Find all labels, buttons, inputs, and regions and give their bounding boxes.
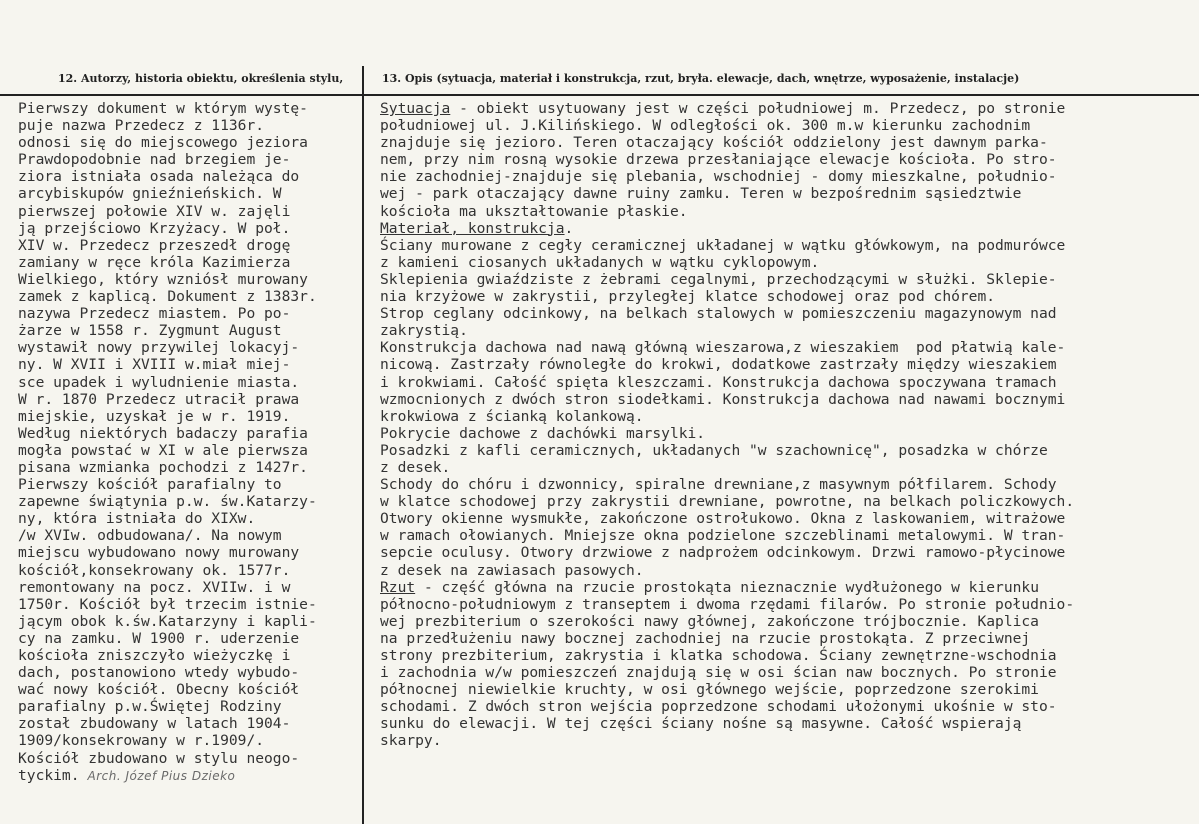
history-text-line: ziora istniała osada należąca do [18, 168, 300, 186]
description-text-line [380, 476, 1195, 493]
description-text-line [380, 356, 1195, 373]
description-text-line [380, 596, 1195, 613]
history-text-line: W r. 1870 Przedecz utracił prawa [18, 390, 300, 408]
history-text-line: Kościół zbudowano w stylu neogo- [18, 749, 300, 767]
line-text: krokwiowa z ścianką kolankową. [380, 407, 644, 425]
line-text: nem, przy nim rosną wysokie drzewa przesłaniające elewacje kościoła. Po stro- [380, 151, 1057, 169]
history-text-line: wać nowy kościół. Obecny kościół [18, 681, 300, 699]
description-text-line [380, 254, 1195, 271]
section-heading: Rzut [380, 578, 416, 596]
section-13-header: 13. Opis (sytuacja, materiał i konstrukcja, rzut, bryła. elewacje, dach, wnętrze, wyposażenie, instalacje) [382, 72, 1020, 85]
description-text-line [380, 698, 1195, 715]
line-text: Otwory okienne wysmukłe, zakończone ostrołukowo. Okna z laskowaniem, witrażowe [380, 510, 1066, 528]
history-text-line: Wielkiego, który wzniósł murowany [18, 270, 308, 288]
line-text: sepcie oculusy. Otwory drzwiowe z nadprożem odcinkowym. Drzwi ramowo-płycinowe [380, 544, 1066, 562]
line-text: Ściany murowane z cegły ceramicznej układanej w wątku główkowym, na podmurówce [380, 236, 1066, 254]
history-text-line: cy na zamku. W 1900 r. uderzenie [18, 629, 300, 647]
line-text: skarpy. [380, 732, 442, 750]
line-text: południowej ul. J.Kilińskiego. W odległości ok. 300 m.w kierunku zachodnim [380, 117, 1031, 135]
history-text-line: miejscu wybudowano nowy murowany [18, 544, 300, 562]
history-text-line: odnosi się do miejscowego jeziora [18, 134, 308, 152]
description-text-line [380, 732, 1195, 749]
description-text-line [380, 664, 1195, 681]
line-text: północno-południowym z transeptem i dwoma rzędami filarów. Po stronie południo- [380, 595, 1075, 613]
line-text: Schody do chóru i dzwonnicy, spiralne drewniane,z masywnym półfilarem. Schody [380, 476, 1057, 494]
history-text-line: 1750r. Kościół był trzecim istnie- [18, 595, 317, 613]
description-text-line [380, 288, 1195, 305]
history-text-line: żarze w 1558 r. Zygmunt August [18, 322, 282, 340]
history-text-line: zamek z kaplicą. Dokument z 1383r. [18, 288, 317, 306]
line-text: - część główna na rzucie prostokąta nieznacznie wydłużonego w kierunku [415, 578, 1039, 596]
line-text: nia krzyżowe w zakrystii, przyległej klatce schodowej oraz pod chórem. [380, 288, 996, 306]
history-text-line: /w XVIw. odbudowana/. Na nowym [18, 527, 282, 545]
line-text: w ramach ołowianych. Mniejsze okna podzielone szczeblinami metalowymi. W tran- [380, 527, 1066, 545]
history-text-line: wystawił nowy przywilej lokacyj- [18, 339, 300, 357]
line-text: . [564, 219, 574, 237]
history-text-line: Pierwszy dokument w którym wystę- [18, 100, 308, 117]
description-text-line [380, 305, 1195, 322]
description-text-line [380, 544, 1195, 561]
history-text-column [18, 100, 358, 784]
history-text-line: kościół,konsekrowany ok. 1577r. [18, 561, 291, 579]
description-text-line [380, 647, 1195, 664]
line-text: sunku do elewacji. W tej części ściany nośne są masywne. Całość wspierają [380, 715, 1022, 733]
description-text-line [380, 579, 1195, 596]
history-text-line: remontowany na pocz. XVIIw. i w [18, 578, 291, 596]
line-text: nie zachodniej-znajduje się plebania, wschodniej - domy mieszkalne, południo- [380, 168, 1057, 186]
line-text: wzmocnionych z dwóch stron siodełkami. Konstrukcja dachowa nad nawami bocznymi [380, 390, 1066, 408]
history-text-line: ją przejściowo Krzyżacy. W poł. [18, 219, 291, 237]
history-text-line: Pierwszy kościół parafialny to [18, 476, 282, 494]
line-text: Strop ceglany odcinkowy, na belkach stalowych w pomieszczeniu magazynowym nad [380, 305, 1057, 323]
description-text-line [380, 493, 1195, 510]
history-text-line: miejskie, uzyskał je w r. 1919. [18, 407, 291, 425]
line-text: i zachodnia w/w pomieszczeń znajdują się w osi ścian naw bocznych. Po stronie [380, 664, 1057, 682]
line-text: Konstrukcja dachowa nad nawą główną wieszarowa,z wieszakiem pod płatwią kale- [380, 339, 1066, 357]
history-text-line: tyckim. Arch. Józef Pius Dzieko [18, 766, 236, 784]
history-text-line: sce upadek i wyludnienie miasta. [18, 373, 300, 391]
history-text-line: zapewne świątynia p.w. św.Katarzy- [18, 493, 317, 511]
description-text-line [380, 168, 1195, 185]
line-text: strony prezbiterium, zakrystia i klatka schodowa. Ściany zewnętrzne-wschodnia [380, 647, 1057, 664]
line-text: schodami. Z dwóch stron wejścia poprzedzone schodami ułożonymi ukośnie w sto- [380, 698, 1057, 716]
line-text: znajduje się jezioro. Teren otaczający kościół oddzielony jest dawnym parka- [380, 134, 1048, 152]
history-text-line: pisana wzmianka pochodzi z 1427r. [18, 458, 308, 476]
description-text-line [380, 374, 1195, 391]
line-text: północnej niewielkie kruchty, w osi głównego wejście, poprzedzone szerokimi [380, 681, 1039, 699]
history-text-line: Prawdopodobnie nad brzegiem je- [18, 151, 291, 169]
section-heading: Sytuacja [380, 100, 451, 117]
line-text: - obiekt usytuowany jest w części południowej m. Przedecz, po stronie [450, 100, 1066, 117]
handwritten-signature: Arch. Józef Pius Dzieko [87, 768, 236, 783]
history-text-line: puje nazwa Przedecz z 1136r. [18, 117, 265, 135]
description-text-line [380, 100, 1195, 117]
description-text-line [380, 203, 1195, 220]
description-text-line [380, 681, 1195, 698]
description-text-line [380, 391, 1195, 408]
description-text-line [380, 117, 1195, 134]
description-text-line [380, 185, 1195, 202]
history-text-line: został zbudowany w latach 1904- [18, 715, 291, 733]
description-text-line [380, 425, 1195, 442]
line-text: wej - park otaczający dawne ruiny zamku. Teren w bezpośrednim sąsiedztwie [380, 185, 1022, 203]
history-text-line: nazywa Przedecz miastem. Po po- [18, 305, 291, 323]
history-text-line: Według niektórych badaczy parafia [18, 424, 308, 442]
line-text: kościoła ma ukształtowanie płaskie. [380, 202, 688, 220]
line-text: i krokwiami. Całość spięta kleszczami. Konstrukcja dachowa spoczywana tramach [380, 373, 1057, 391]
line-text: z desek. [380, 458, 451, 476]
description-text-line [380, 322, 1195, 339]
line-text: zakrystią. [380, 322, 468, 340]
history-text-line: jącym obok k.św.Katarzyny i kapli- [18, 612, 317, 630]
history-text-line: arcybiskupów gnieźnieńskich. W [18, 185, 282, 203]
history-text-line: zamiany w ręce króla Kazimierza [18, 253, 291, 271]
description-text-line [380, 237, 1195, 254]
description-text-line [380, 271, 1195, 288]
description-text-line [380, 562, 1195, 579]
description-text-line [380, 715, 1195, 732]
description-text-line [380, 442, 1195, 459]
history-text-line: ny. W XVII i XVIII w.miał miej- [18, 356, 291, 374]
line-text: Posadzki z kafli ceramicznych, układanych "w szachownicę", posadzka w chórze [380, 441, 1048, 459]
description-text-line [380, 408, 1195, 425]
line-text: nicową. Zastrzały równoległe do krokwi, dodatkowe zastrzały między wieszakiem [380, 356, 1057, 374]
section-heading: Materiał, konstrukcja [380, 219, 565, 237]
history-text-line: pierwszej połowie XIV w. zajęli [18, 202, 291, 220]
line-text: na przedłużeniu nawy bocznej zachodniej na rzucie prostokąta. Z przeciwnej [380, 629, 1031, 647]
description-text-column [380, 100, 1195, 750]
history-text-line: mogła powstać w XI w ale pierwsza [18, 441, 308, 459]
description-text-line [380, 459, 1195, 476]
description-text-line [380, 630, 1195, 647]
history-text-line: XIV w. Przedecz przeszedł drogę [18, 236, 291, 254]
column-divider [362, 66, 364, 824]
section-12-header: 12. Autorzy, historia obiektu, określenia stylu, [58, 72, 344, 85]
description-text-line [380, 134, 1195, 151]
history-text-line: dach, postanowiono wtedy wybudo- [18, 664, 300, 682]
history-text-line: kościoła zniszczyło wieżyczkę i [18, 647, 291, 664]
line-text: wej prezbiterium o szerokości nawy głównej, zakończone trójbocznie. Kaplica [380, 612, 1039, 630]
line-text: Pokrycie dachowe z dachówki marsylki. [380, 424, 706, 442]
header-divider [0, 94, 1199, 96]
description-text-line [380, 527, 1195, 544]
description-text-line [380, 510, 1195, 527]
history-text-line: 1909/konsekrowany w r.1909/. [18, 732, 265, 750]
description-text-line [380, 220, 1195, 237]
line-text: w klatce schodowej przy zakrystii drewniane, powrotne, na belkach policzkowych. [380, 493, 1075, 511]
description-text-line [380, 151, 1195, 168]
history-text-line: ny, która istniała do XIXw. [18, 510, 256, 528]
line-text: z kamieni ciosanych układanych w wątku cyklopowym. [380, 253, 820, 271]
history-text-line: parafialny p.w.Świętej Rodziny [18, 698, 282, 716]
description-text-line [380, 613, 1195, 630]
line-text: z desek na zawiasach pasowych. [380, 561, 644, 579]
description-text-line [380, 339, 1195, 356]
line-text: Sklepienia gwiaździste z żebrami cegalnymi, przechodzącymi w służki. Sklepie- [380, 270, 1057, 288]
